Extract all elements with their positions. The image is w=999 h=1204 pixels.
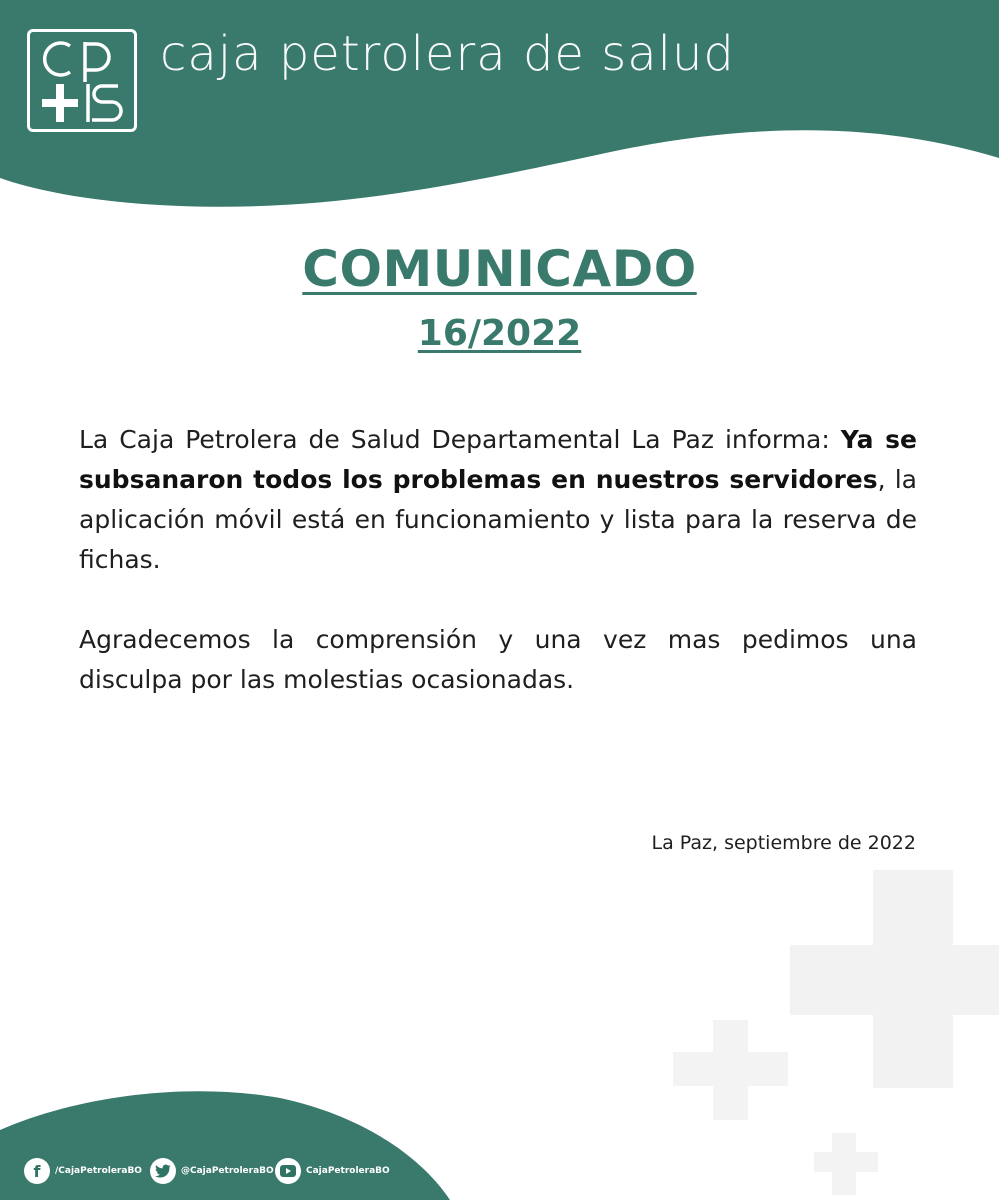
page-title: COMUNICADO bbox=[302, 240, 697, 298]
social-facebook[interactable] bbox=[24, 1156, 142, 1186]
social-label: CajaPetroleraBO bbox=[306, 1166, 390, 1176]
signoff-date: La Paz, septiembre de 2022 bbox=[651, 832, 916, 854]
paragraph-2: Agradecemos la comprensión y una vez mas pedimos una disculpa por las molestias ocasionadas. bbox=[79, 625, 917, 694]
highlight-text: Ya se subsanaron todos los problemas en nuestros servidores bbox=[79, 425, 918, 494]
communique-number: 16/2022 bbox=[417, 313, 582, 354]
youtube-icon bbox=[275, 1158, 301, 1184]
brand-name: caja petrolera de salud bbox=[160, 26, 735, 82]
facebook-icon: f bbox=[24, 1158, 50, 1184]
twitter-icon bbox=[150, 1158, 176, 1184]
paragraph-1: La Caja Petrolera de Salud Departamental La Paz informa: Ya se subsanaron todos los problemas en nuestros servidores, la aplicación móvil está en funcionamiento y lista para la reserva de fichas. bbox=[79, 425, 918, 574]
social-label: /CajaPetroleraBO bbox=[55, 1166, 142, 1176]
social-label: @CajaPetroleraBO bbox=[181, 1166, 274, 1176]
logo bbox=[27, 29, 137, 132]
social-youtube[interactable] bbox=[275, 1156, 390, 1186]
social-twitter[interactable] bbox=[150, 1156, 274, 1186]
